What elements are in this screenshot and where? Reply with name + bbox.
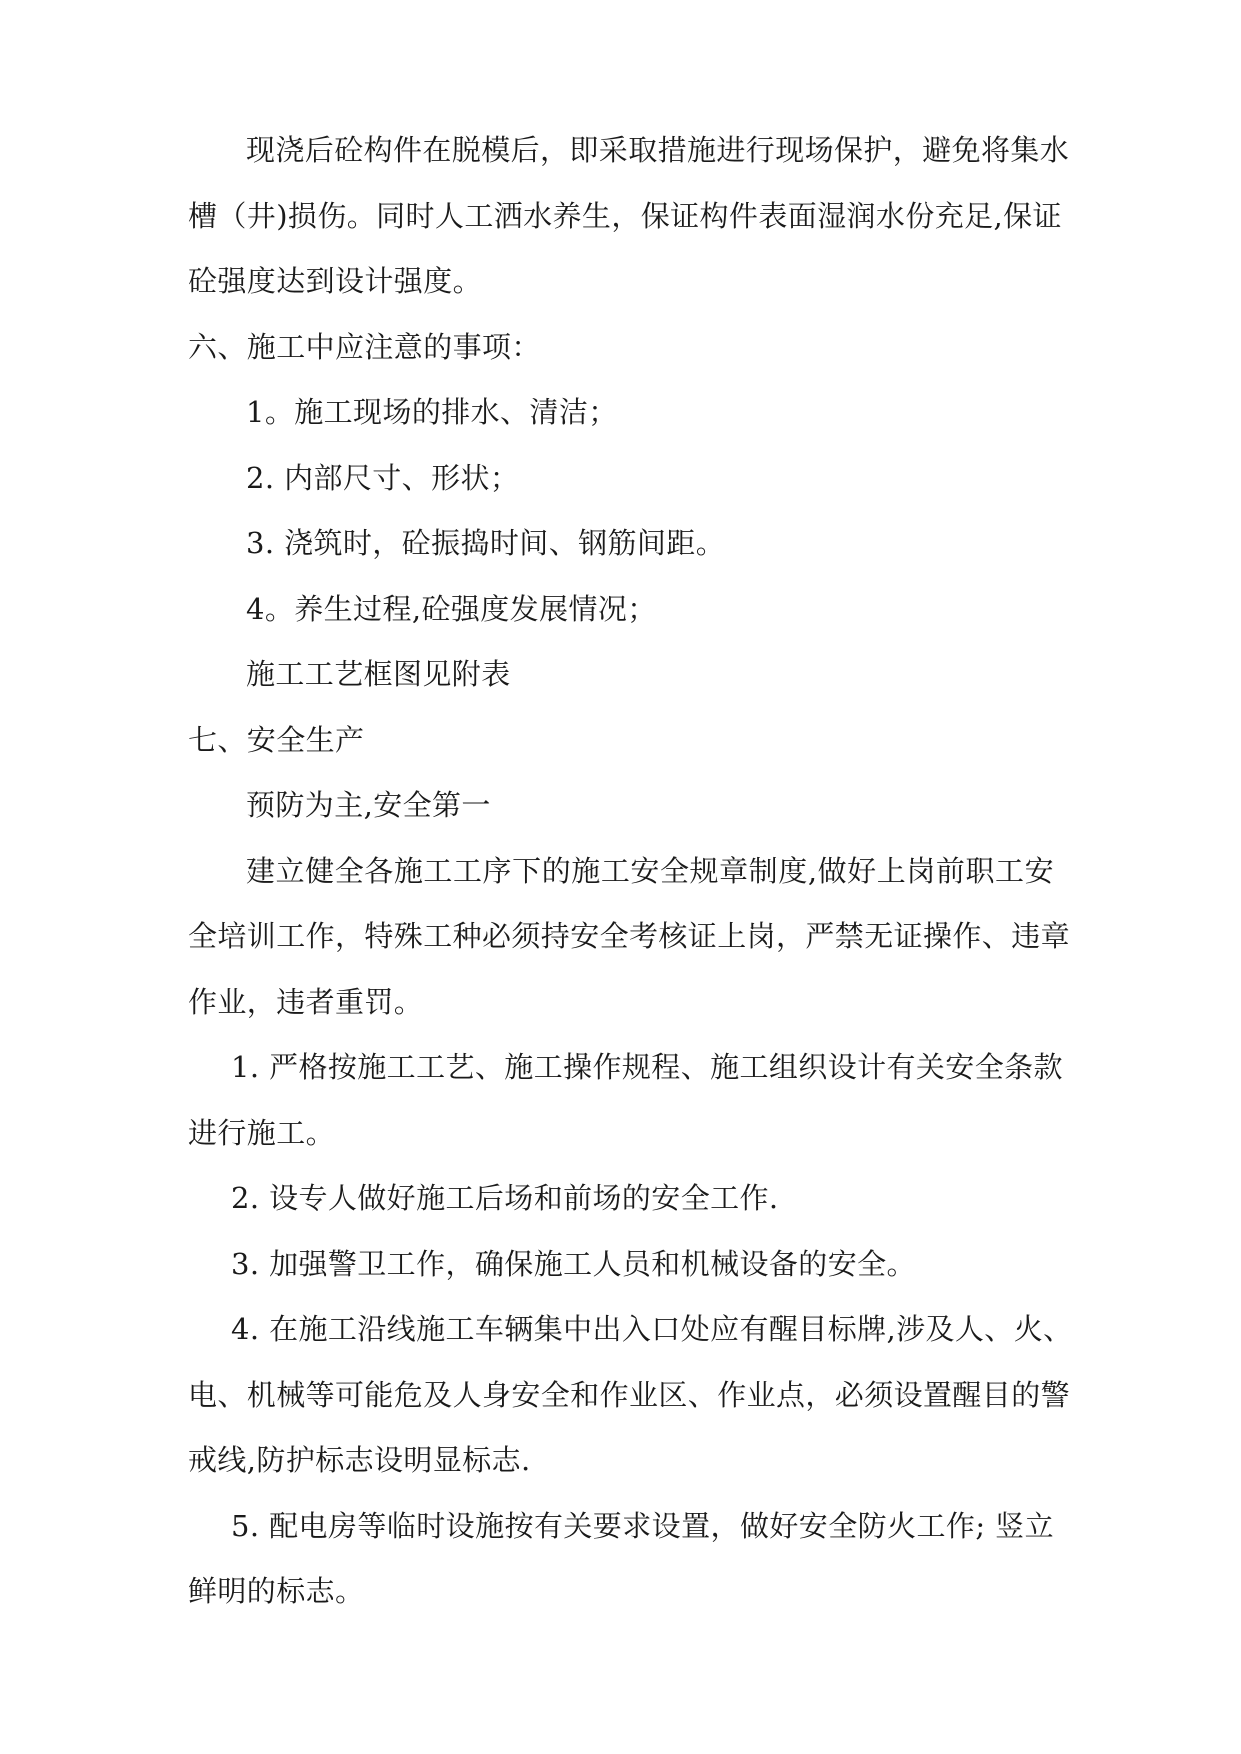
paragraph-line: 施工工艺框图见附表	[246, 657, 511, 691]
list-item-continuation: 电、机械等可能危及人身安全和作业区、作业点，必须设置醒目的警	[188, 1377, 1071, 1412]
paragraph-line: 砼强度达到设计强度。	[188, 264, 483, 298]
document-body	[188, 118, 1073, 1625]
paragraph-line: 全培训工作，特殊工种必须持安全考核证上岗，严禁无证操作、违章	[188, 919, 1071, 953]
list-item: 3. 加强警卫工作，确保施工人员和机械设备的安全。	[231, 1246, 916, 1281]
list-item: 4. 在施工沿线施工车辆集中出入口处应有醒目标牌,涉及人、火、	[231, 1312, 1073, 1346]
paragraph-line: 现浇后砼构件在脱模后，即采取措施进行现场保护，避免将集水	[246, 133, 1070, 167]
paragraph-line: 建立健全各施工工序下的施工安全规章制度,做好上岗前职工安	[246, 853, 1054, 888]
list-item: 4。养生过程,砼强度发展情况；	[246, 591, 657, 626]
list-item: 1. 严格按施工工艺、施工操作规程、施工组织设计有关安全条款	[231, 1050, 1063, 1084]
list-item: 2. 内部尺寸、形状；	[246, 460, 520, 495]
list-item-continuation: 戒线,防护标志设明显标志.	[188, 1443, 531, 1477]
list-item: 3. 浇筑时，砼振捣时间、钢筋间距。	[246, 526, 726, 560]
section-heading: 六、施工中应注意的事项：	[188, 329, 541, 364]
paragraph-line: 槽（井)损伤。同时人工洒水养生，保证构件表面湿润水份充足,保证	[188, 198, 1062, 233]
list-item-continuation: 进行施工。	[188, 1115, 336, 1150]
list-item: 2. 设专人做好施工后场和前场的安全工作.	[231, 1181, 779, 1215]
paragraph-line: 预防为主,安全第一	[246, 788, 491, 822]
list-item-continuation: 鲜明的标志。	[188, 1574, 365, 1608]
paragraph-line: 作业，违者重罚。	[188, 984, 424, 1019]
list-item: 1。施工现场的排水、清洁；	[246, 395, 618, 429]
list-item: 5. 配电房等临时设施按有关要求设置，做好安全防火工作; 竖立	[231, 1508, 1054, 1543]
section-heading: 七、安全生产	[188, 722, 365, 757]
